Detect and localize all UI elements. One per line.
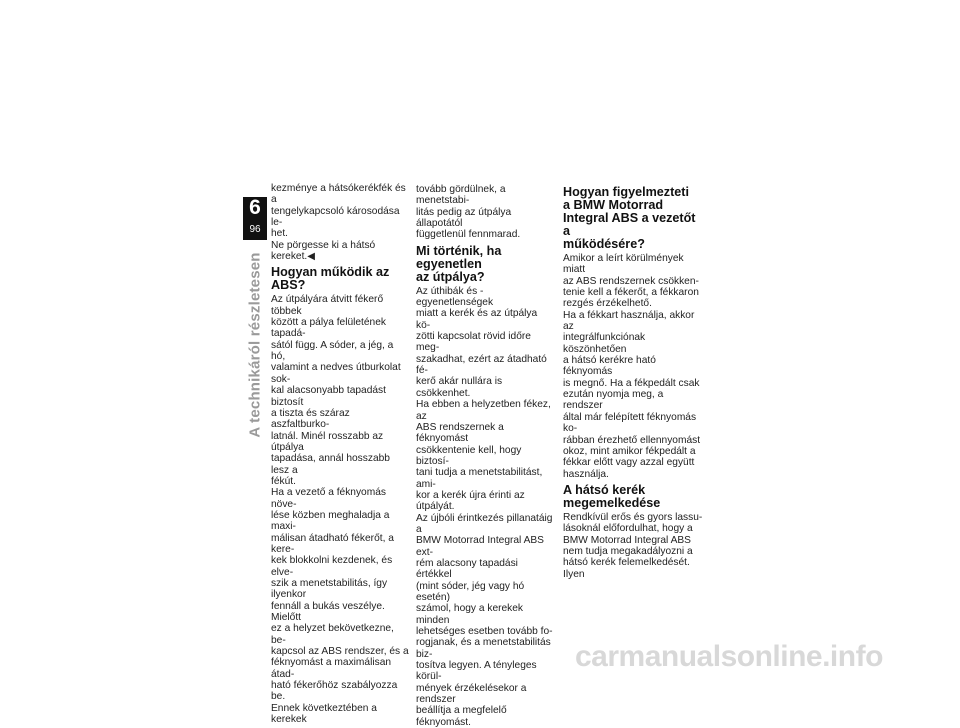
paragraph: Az útpályára átvitt fékerő többek között a pálya felületének tapadá- sától függ. A sóder, a jég, a hó, valamint a nedves útburkolat sok- kal alacsonyabb tapadást biztosít a tiszta és száraz aszfaltburko- latnál. Minél rosszabb az útpálya tapadása, annál hosszabb lesz a fékút.: [271, 294, 401, 487]
section-title-text: A technikáról részletesen: [246, 252, 264, 438]
text-column-1: [271, 183, 409, 725]
paragraph: Ne pörgesse ki a hátsó kereket.◀: [271, 239, 376, 263]
paragraph: tovább gördülnek, a menetstabi- litás pedig az útpálya állapotától függetlenül fennmarad.: [416, 184, 521, 241]
section-heading: Hogyan működik az ABS?: [271, 265, 390, 293]
chapter-number: 6: [249, 196, 261, 219]
paragraph: Amikor a leírt körülmények miatt az ABS rendszernek csökken- tenie kell a fékerőt, a fékkaron rezgés érzékelhető.: [563, 253, 699, 310]
text-column-2: [416, 184, 554, 728]
paragraph: Rendkívül erős és gyors lassu- lásoknál előfordulhat, hogy a BMW Motorrad Integral ABS nem tudja megakadályozni a hátsó kerék felemelkedését. Ilyen: [563, 511, 703, 580]
watermark-text: carmanualsonline.info: [575, 640, 883, 673]
section-heading: Mi történik, ha egyenetlen az útpálya?: [416, 243, 502, 284]
paragraph: kezménye a hátsókerékfék és a tengelykapcsoló károsodása le- het.: [271, 183, 406, 240]
paragraph: Ha a vezető a féknyomás növe- lése közben meghaladja a maxi- málisan átadható fékerőt, a kere- kek blokkolni kezdenek, és elve- szik a menetstabilitás, így ilyenkor fennáll a bukás veszélye. Mielőtt ez a helyzet bekövetkezne, be- kapcsol az ABS rendszer, és a féknyomást a maximálisan átad- ható fékerőhöz szabályozza be. Ennek következtében a kerekek: [271, 487, 409, 726]
paragraph: Ha a fékkart használja, akkor az integrálfunkciónak köszönhetően a hátsó kerékre ható féknyomás is megnő. Ha a fékpedált csak ezután nyomja meg, a rendszer által már felépített féknyomás ko- rábban érezhető ellennyomást okoz, mint amikor fékpedált a fékkar előtt vagy azzal együtt használja.: [563, 309, 701, 480]
page-number: 96: [249, 224, 261, 235]
section-title-vertical: [243, 252, 267, 438]
section-heading: A hátsó kerék megemelkedése: [563, 482, 661, 510]
section-heading: Hogyan figyelmezteti a BMW Motorrad Integral ABS a vezetőt a működésére?: [563, 185, 696, 251]
paragraph: Az úthibák és -egyenetlenségek miatt a kerék és az útpálya kö- zötti kapcsolat rövid időre meg- szakadhat, ezért az átadható fé- kerő akár nullára is csökkenhet. Ha ebben a helyzetben fékez, az ABS rendszernek a féknyomást csökkentenie kell, hogy biztosí- tani tudja a menetstabilitást, ami- kor a kerék újra érinti az útpályát. Az újbóli érintkezés pillanatáig a BMW Motorrad Integral ABS ext- rém alacsony tapadási értékkel (mint sóder, jég vagy hó esetén) számol, hogy a kerekek minden lehetséges esetben tovább fo- rogjanak, és a menetstabilitás biz- tosítva legyen. A tényleges körül- mények érzékelésekor a rendszer beállítja a megfelelő féknyomást.: [416, 285, 553, 728]
text-column-3: [563, 186, 703, 580]
